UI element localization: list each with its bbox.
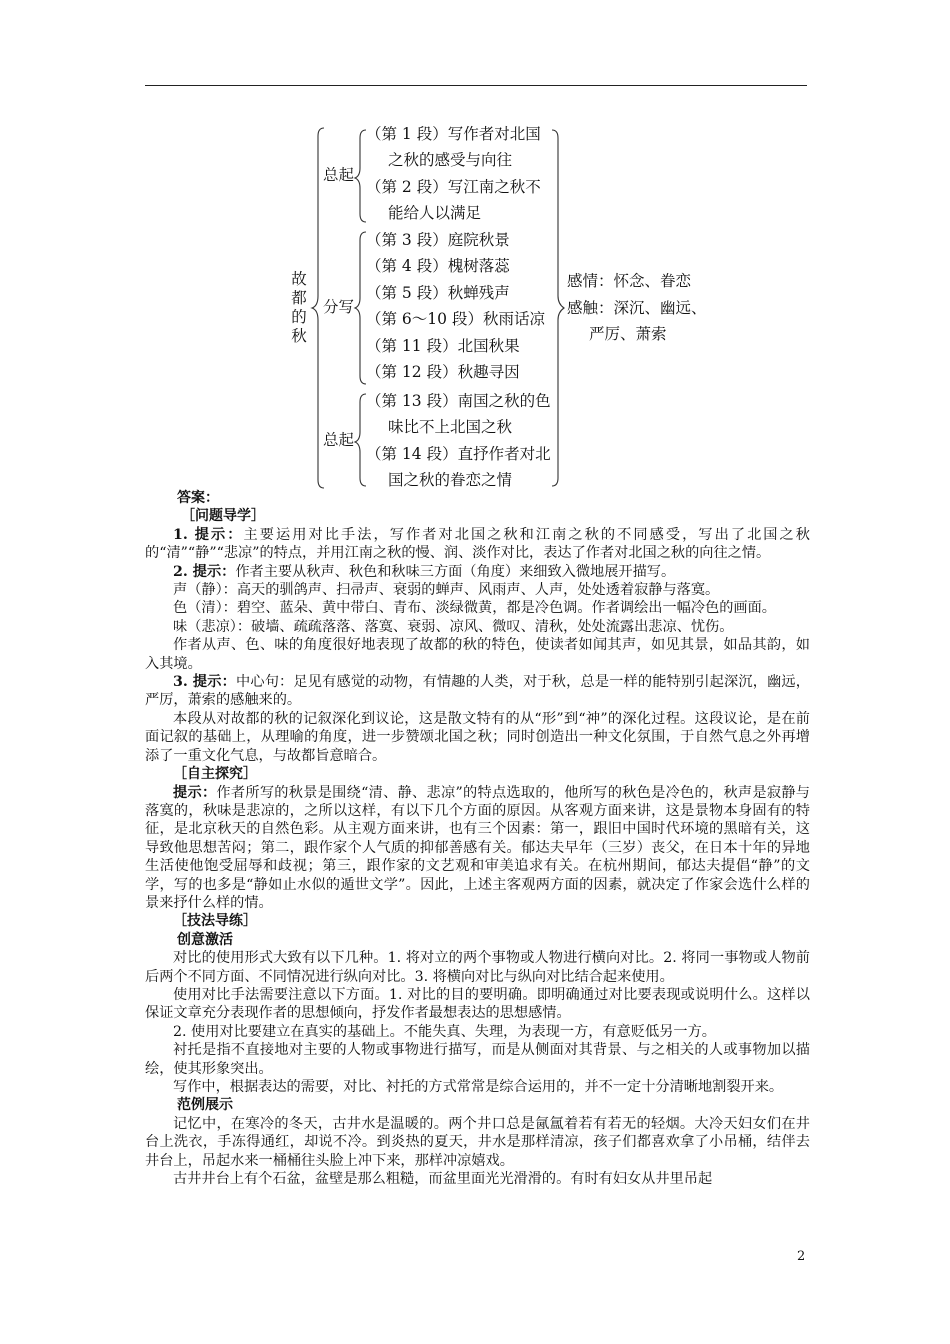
diagram-title: 故都的秋 xyxy=(291,270,307,345)
sound-analysis: 声（静）：高天的驯鸽声、扫帚声、衰弱的蝉声、风雨声、人声，处处透着寂静与落寞。 xyxy=(173,582,720,599)
question-1-answer xyxy=(145,526,810,563)
tip-label: 提示： xyxy=(173,784,217,801)
subheading-creative: 创意激活 xyxy=(177,931,233,948)
body-paragraph: 写作中，根据表达的需要，对比、衬托的方式常常是综合运用的，并不一定十分清晰地割裂开来。 xyxy=(173,1079,784,1095)
diagram-item: （第 12 段）秋趣寻因 xyxy=(366,363,520,381)
diagram-item: 味比不上北国之秋 xyxy=(388,418,513,436)
answer-text: 主要运用对比手法，写作者对北国之秋和江南之秋的不同感受，写出了北国之秋的“清”“静”“悲凉”的特点，并用江南之秋的慢、润、淡作对比，表达了作者对北国之秋的向往之情。 xyxy=(145,526,810,562)
body-paragraph: 使用对比手法需要注意以下方面。1. 对比的目的要明确。即明确通过对比要表现或说明什么。这样以保证文章充分表现作者的思想倾向，抒发作者最想表达的思想感情。 xyxy=(145,986,810,1022)
diagram-item: （第 14 段）直抒作者对北 xyxy=(366,445,551,463)
section-heading-self-inquiry: ［自主探究］ xyxy=(173,766,257,783)
group-label: 分写 xyxy=(323,298,355,316)
summary-paragraph: 作者从声、色、味的角度很好地表现了故都的秋的特色，使读者如闻其声，如见其景，如品其韵，如入其境。 xyxy=(145,637,810,672)
answer-text: 作者主要从秋声、秋色和秋味三方面（角度）来细致入微地展开描写。 xyxy=(235,563,676,580)
diagram-item: （第 1 段）写作者对北国 xyxy=(366,125,541,143)
group-label: 总起 xyxy=(323,166,355,184)
feeling-text-cont: 严厉、萧索 xyxy=(589,325,667,343)
section-heading-question-guide: ［问题导学］ xyxy=(181,508,265,525)
color-analysis: 色（清）：碧空、蓝朵、黄中带白、青布、淡绿微黄，都是冷色调。作者调绘出一幅冷色的画面。 xyxy=(173,600,776,617)
question-3-answer xyxy=(145,673,810,710)
tip-label: 2. 提示： xyxy=(173,563,236,580)
subheading-example: 范例展示 xyxy=(177,1097,233,1114)
answer-heading: 答案： xyxy=(177,490,219,506)
question-2-answer xyxy=(145,563,810,581)
diagram-item: 国之秋的眷恋之情 xyxy=(388,471,513,489)
example-paragraph: 记忆中，在寒冷的冬天，古井水是温暖的。两个井口总是氤氲着若有若无的轻烟。大冷天妇女们在井台上洗衣，手冻得通红，却说不冷。到炎热的夏天，井水是那样清凉，孩子们都喜欢拿了小吊桶，结伴去井台上，吊起水来一桶桶往头脸上冲下来，那样冲凉嬉戏。 xyxy=(145,1115,810,1169)
structure-diagram xyxy=(280,120,720,495)
body-paragraph: 衬托是指不直接地对主要的人物或事物进行描写，而是从侧面对其背景、与之相关的人或事物加以描绘，使其形象突出。 xyxy=(145,1042,810,1077)
answer-text: 作者所写的秋景是围绕“清、静、悲凉”的特点选取的，他所写的秋色是冷色的，秋声是寂静与落寞的，秋味是悲凉的，之所以这样，有以下几个方面的原因。从客观方面来讲，这是景物本身固有的特征，是北京秋天的自然色彩。从主观方面来讲，也有三个因素：第一，跟旧中国时代环境的黑暗有关，这导致他思想苦闷；第二，跟作家个人气质的抑郁善感有关。郁达夫早年（三岁）丧父，在日本十年的异地生活使他饱受屈辱和歧视；第三，跟作家的文艺观和审美追求有关。在杭州期间，郁达夫提倡“静”的文学，写的也多是“静如止水似的遁世文学”。因此，上述主客观两方面的因素，就决定了作家会选什么样的景来抒什么样的情。 xyxy=(145,784,810,911)
diagram-item: （第 2 段）写江南之秋不 xyxy=(366,178,541,196)
taste-analysis: 味（悲凉）：破墙、疏疏落落、落寞、衰弱、凉风、微叹、清秋，处处流露出悲凉、忧伤。 xyxy=(173,618,734,635)
diagram-item: （第 6～10 段）秋雨话凉 xyxy=(366,310,545,328)
section-heading-technique: ［技法导练］ xyxy=(173,913,257,930)
tip-label: 1. 提示： xyxy=(173,526,244,543)
group-label: 总起 xyxy=(323,431,355,449)
diagram-item: 之秋的感受与向往 xyxy=(388,151,513,169)
diagram-item: （第 3 段）庭院秋景 xyxy=(366,231,510,249)
diagram-item: （第 4 段）槐树落蕊 xyxy=(366,257,510,275)
diagram-item: （第 13 段）南国之秋的色 xyxy=(366,392,551,410)
example-paragraph: 古井井台上有个石盆，盆壁是那么粗糙，而盆里面光光滑滑的。有时有妇女从井里吊起 xyxy=(173,1171,713,1188)
body-paragraph: 对比的使用形式大致有以下几种。1. 将对立的两个事物或人物进行横向对比。2. 将同一事物或人物前后两个不同方面、不同情况进行纵向对比。3. 将横向对比与纵向对比结合起来使用。 xyxy=(145,950,810,985)
feeling-text: 感触：深沉、幽远、 xyxy=(567,299,707,317)
header-rule xyxy=(145,85,807,86)
tip-label: 3. 提示： xyxy=(173,674,236,691)
answer-section xyxy=(145,489,810,1188)
question-3-detail: 本段从对故都的秋的记叙深化到议论，这是散文特有的从“形”到“神”的深化过程。这段议论，是在前面记叙的基础上，从理喻的角度，进一步赞颂北国之秋；同时创造出一种文化氛围，于自然气息之外再增添了一重文化气息，与故都旨意暗合。 xyxy=(145,710,810,764)
body-paragraph: 2. 使用对比要建立在真实的基础上。不能失真、失理，为表现一方，有意贬低另一方。 xyxy=(173,1023,716,1040)
page-number: 2 xyxy=(797,1249,806,1264)
answer-text: 中心句：足见有感觉的动物，有情趣的人类，对于秋，总是一样的能特别引起深沉，幽远，严厉，萧索的感触来的。 xyxy=(145,674,810,709)
emotion-text: 感情：怀念、眷恋 xyxy=(567,272,692,290)
diagram-item: 能给人以满足 xyxy=(388,204,482,222)
inquiry-answer xyxy=(145,784,810,913)
diagram-item: （第 5 段）秋蝉残声 xyxy=(366,284,510,302)
diagram-item: （第 11 段）北国秋果 xyxy=(366,337,520,355)
